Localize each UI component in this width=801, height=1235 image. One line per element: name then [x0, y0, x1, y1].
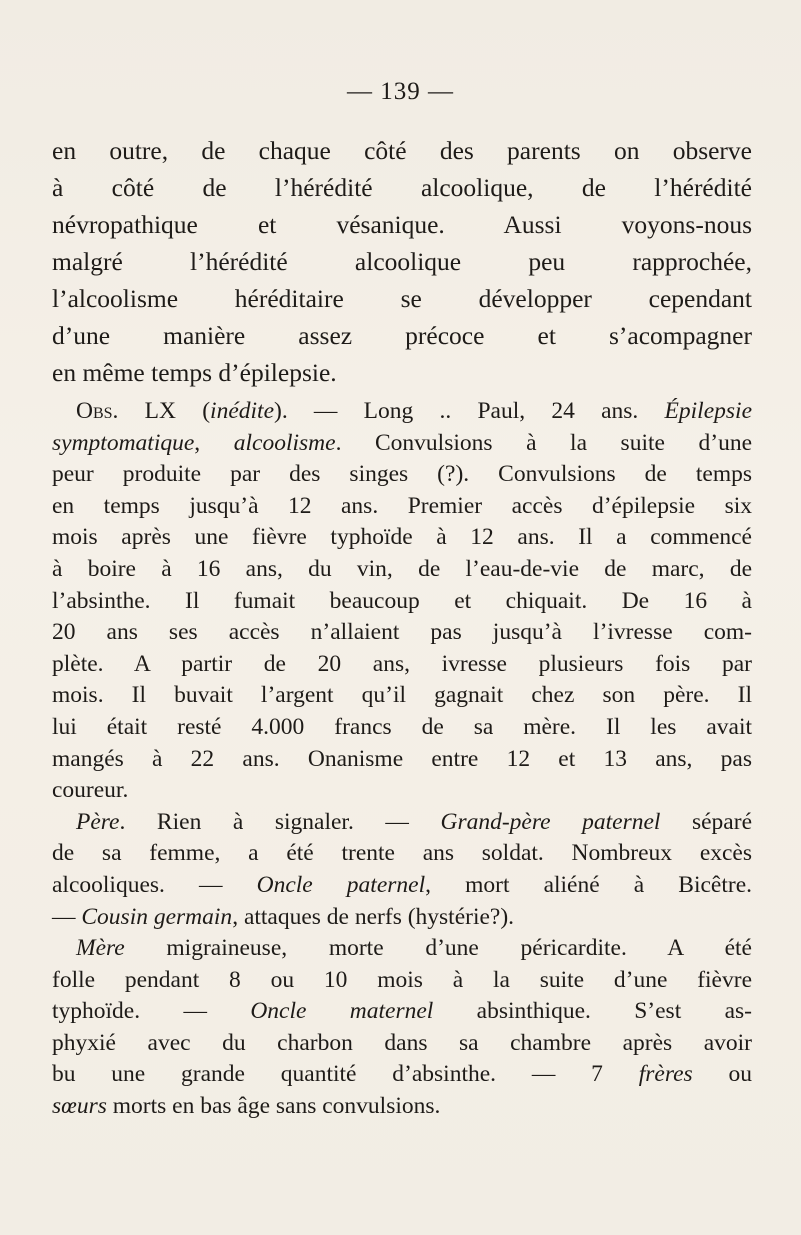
obs-line: l’absinthe. Il fumait beaucoup et chiquait. De 16 à	[52, 587, 752, 614]
obs-text: bu une grande quantité d’absinthe. — 7	[52, 1061, 639, 1088]
obs-line	[52, 1091, 752, 1123]
page-number: — 139 —	[347, 78, 454, 105]
intro-line: en même temps d’épilepsie.	[52, 358, 337, 387]
obs-line: de sa femme, a été trente ans soldat. Nombreux excès	[52, 840, 752, 867]
obs-italic: sœurs	[52, 1093, 107, 1120]
obs-text: , attaques de nerfs (hystérie?).	[232, 903, 515, 930]
obs-italic: Épilepsie	[664, 398, 752, 424]
obs-line: peur produite par des singes (?). Convulsions de temps	[52, 461, 752, 488]
intro-line: névropathique et vésanique. Aussi voyons-nous	[52, 210, 752, 239]
obs-line	[52, 428, 752, 460]
obs-line: plète. A partir de 20 ans, ivresse plusieurs fois par	[52, 650, 752, 677]
intro-line: d’une manière assez précoce et s’acompagner	[52, 321, 752, 350]
obs-italic: Oncle paternel	[256, 871, 426, 898]
obs-italic: Père	[76, 808, 120, 835]
intro-line: à côté de l’hérédité alcoolique, de l’hérédité	[52, 173, 752, 202]
obs-line: phyxié avec du charbon dans sa chambre après avoir	[52, 1029, 752, 1056]
obs-text: (	[175, 398, 211, 424]
obs-line: à boire à 16 ans, du vin, de l’eau-de-vie de marc, de	[52, 555, 752, 582]
obs-text: . Convulsions à la suite d’une	[335, 429, 753, 456]
obs-italic: Cousin germain	[81, 903, 233, 930]
obs-line: coureur.	[52, 777, 129, 804]
intro-line: en outre, de chaque côté des parents on observe	[52, 136, 752, 165]
obs-text: ). — Long .. Paul, 24 ans.	[274, 398, 665, 424]
intro-line: l’alcoolisme héréditaire se développer cependant	[52, 284, 752, 313]
obs-line: en temps jusqu’à 12 ans. Premier accès d’épilepsie six	[52, 492, 752, 519]
obs-text: —	[52, 903, 82, 930]
obs-line	[52, 396, 752, 428]
obs-label: Obs. LX	[76, 398, 176, 424]
obs-line	[52, 933, 752, 965]
obs-text: morts en bas âge sans convulsions.	[106, 1093, 441, 1120]
obs-line: folle pendant 8 ou 10 mois à la suite d’une fièvre	[52, 966, 752, 993]
obs-text: migraineuse, morte d’une péricardite. A été	[124, 935, 752, 962]
obs-italic: Oncle maternel	[250, 998, 434, 1025]
obs-italic: frères	[638, 1061, 693, 1088]
obs-line: mangés à 22 ans. Onanisme entre 12 et 13 ans, pas	[52, 745, 752, 772]
obs-text: absinthique. S’est as-	[433, 998, 752, 1025]
obs-line: 20 ans ses accès n’allaient pas jusqu’à l’ivresse com-	[52, 619, 752, 646]
obs-italic: symptomatique	[52, 429, 195, 456]
obs-italic: alcoolisme	[233, 429, 336, 456]
obs-line	[52, 1059, 752, 1091]
obs-text: séparé	[660, 808, 752, 835]
obs-line	[52, 996, 752, 1028]
obs-italic: Grand-père paternel	[440, 808, 661, 835]
obs-line: mois. Il buvait l’argent qu’il gagnait chez son père. Il	[52, 682, 752, 709]
obs-line	[52, 807, 752, 839]
obs-line	[52, 902, 752, 934]
obs-text: typhoïde. —	[52, 998, 251, 1025]
obs-text: , mort aliéné à Bicêtre.	[425, 871, 753, 898]
obs-text: ,	[194, 429, 234, 456]
obs-line: lui était resté 4.000 francs de sa mère. Il les avait	[52, 713, 752, 740]
obs-line	[52, 870, 752, 902]
obs-text: ou	[692, 1061, 752, 1088]
obs-text: alcooliques. —	[52, 871, 257, 898]
observation-paragraph	[52, 396, 752, 1123]
intro-line: malgré l’hérédité alcoolique peu rapprochée,	[52, 247, 752, 276]
obs-text: . Rien à signaler. —	[119, 808, 441, 835]
obs-line: mois après une fièvre typhoïde à 12 ans. Il a commencé	[52, 524, 752, 551]
intro-paragraph	[52, 132, 752, 391]
obs-italic: inédite	[210, 398, 274, 424]
obs-italic: Mère	[76, 935, 125, 962]
